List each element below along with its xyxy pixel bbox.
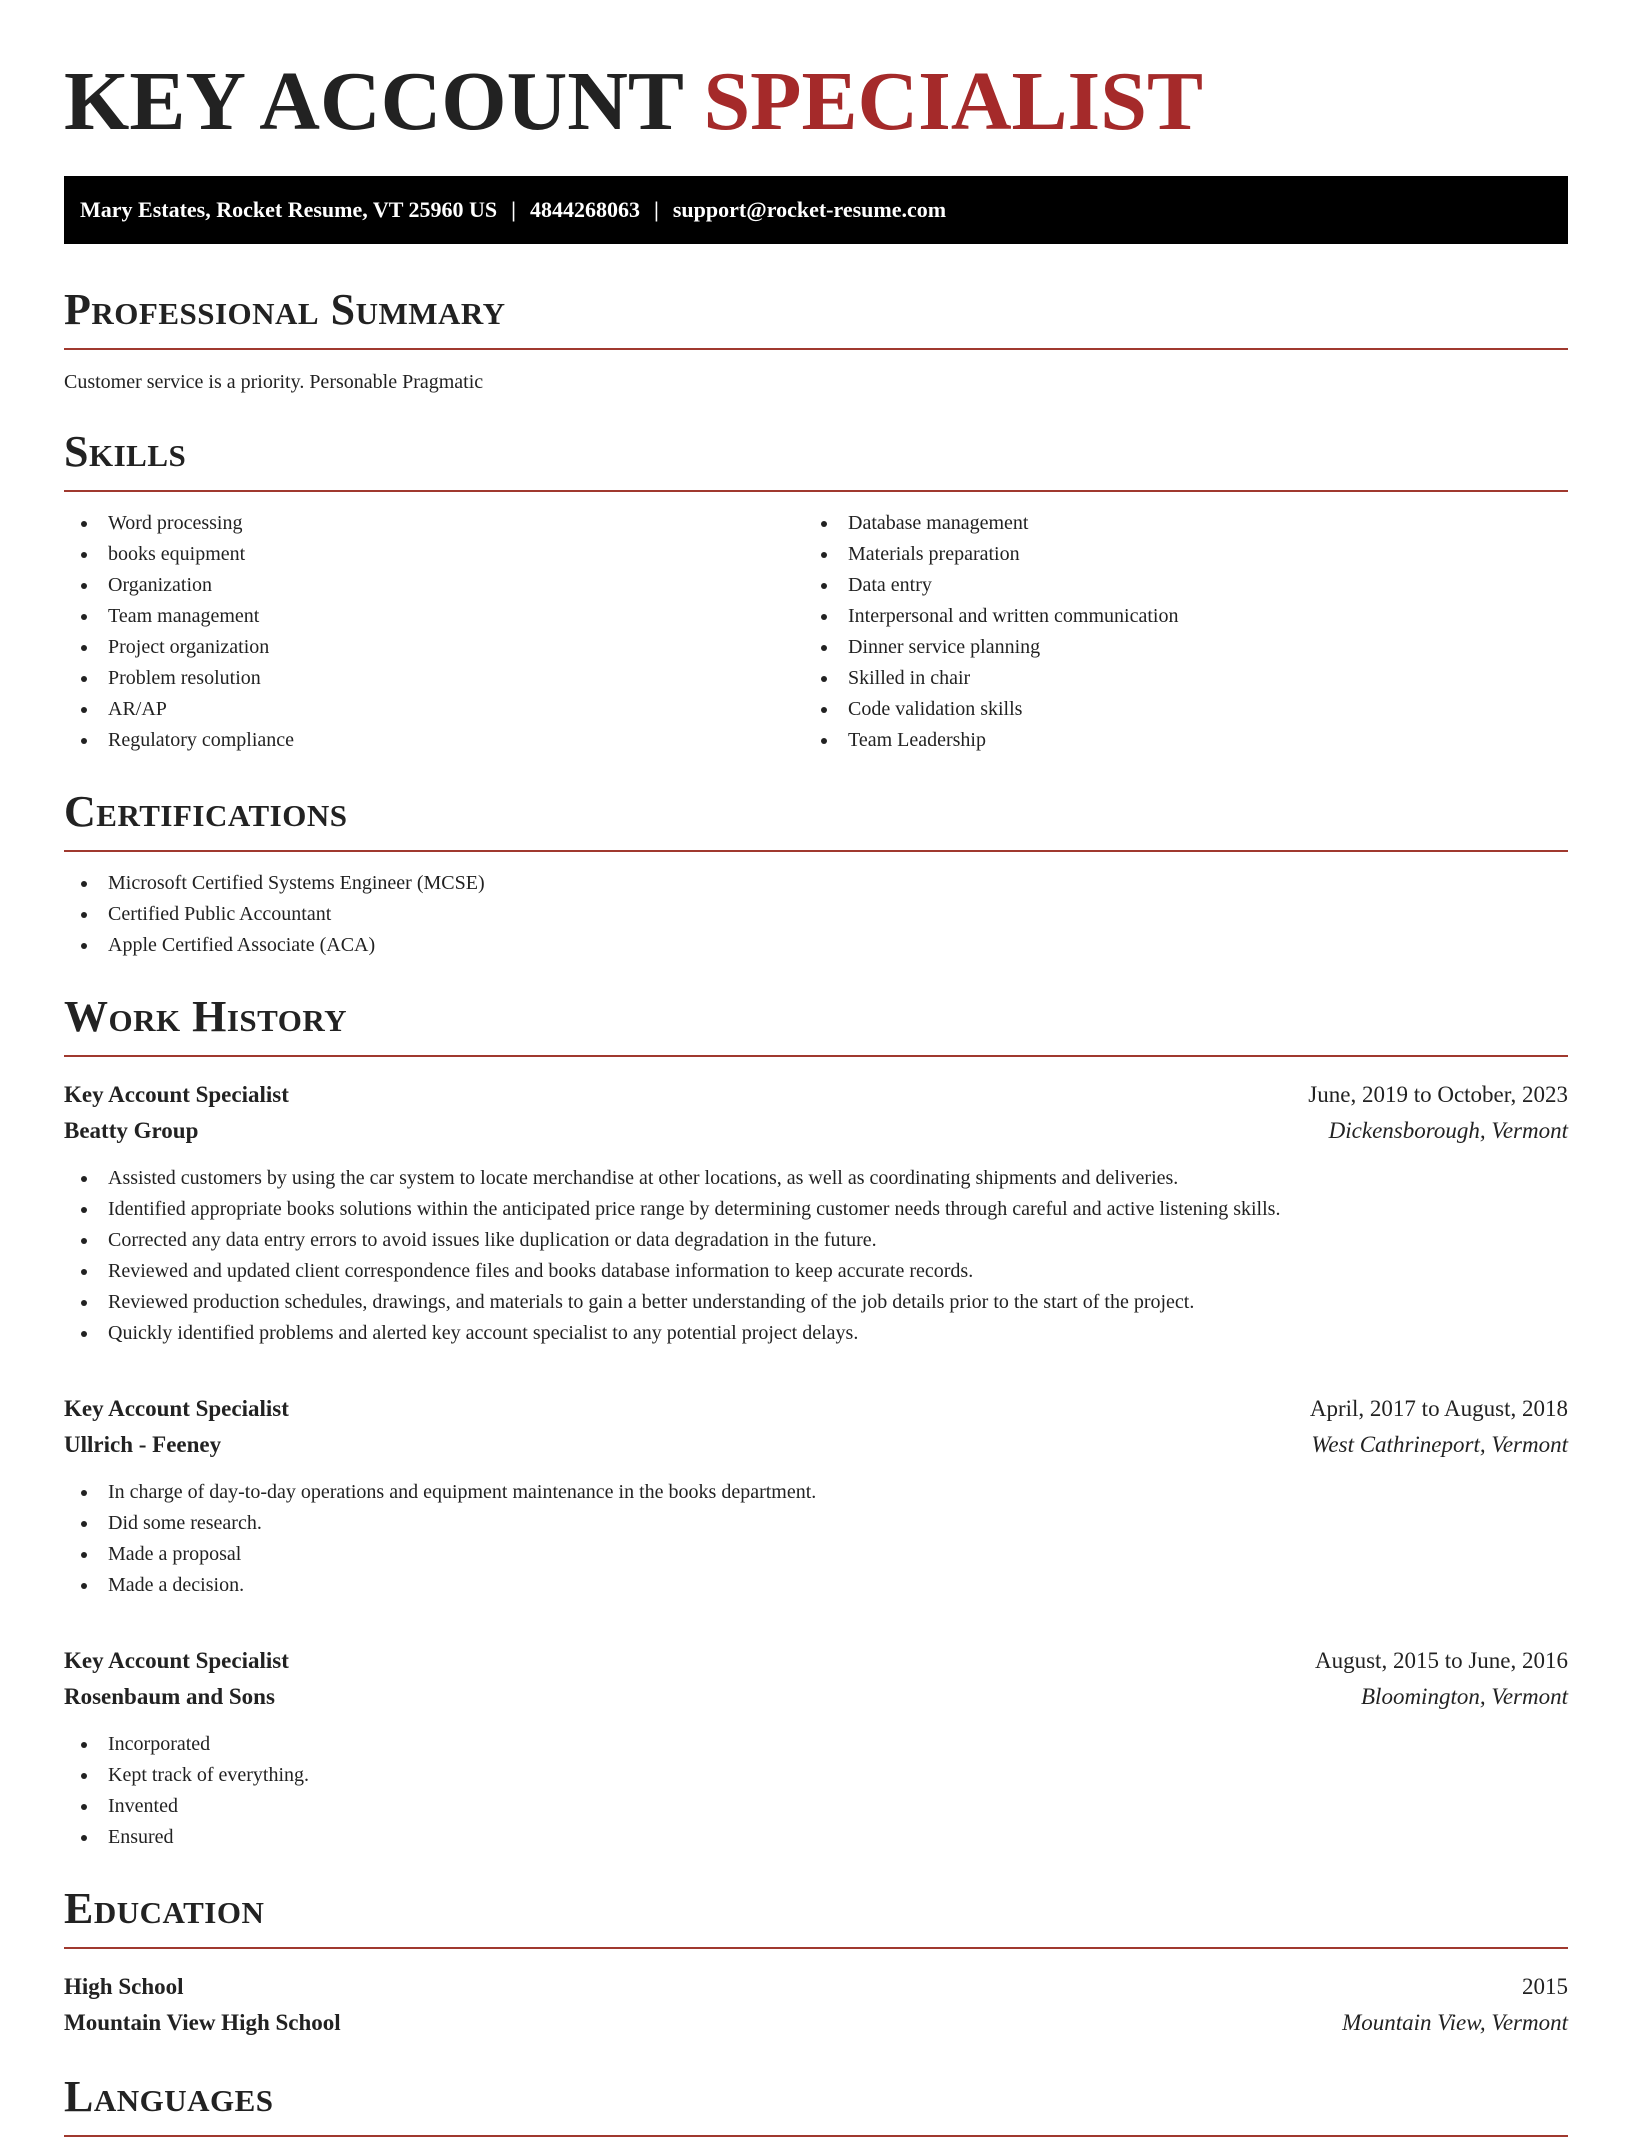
title-part-1: KEY ACCOUNT <box>64 55 683 148</box>
contact-email: support@rocket-resume.com <box>672 197 947 222</box>
job-company-row <box>64 1427 1568 1463</box>
skill-item: Materials preparation <box>804 539 1544 570</box>
job-company-row <box>64 1113 1568 1149</box>
contact-bar <box>64 176 1568 244</box>
job-bullets <box>64 1729 1568 1853</box>
job-company: Rosenbaum and Sons <box>64 1684 275 1709</box>
languages-section <box>64 2071 1568 2137</box>
job-entry <box>64 1391 1568 1601</box>
skills-heading: Skills <box>64 426 1568 492</box>
skills-list-right <box>804 508 1544 756</box>
skills-list-left <box>64 508 804 756</box>
summary-text: Customer service is a priority. Personable Pragmatic <box>64 371 484 393</box>
education-school: Mountain View High School <box>64 2010 341 2035</box>
contact-phone: 4844268063 <box>530 197 641 222</box>
job-bullet: Reviewed and updated client correspondence files and books database information to keep accurate records. <box>64 1256 1568 1287</box>
job-entry <box>64 1643 1568 1853</box>
certification-item: Certified Public Accountant <box>64 899 1568 930</box>
job-bullet: Made a proposal <box>64 1539 1568 1570</box>
job-location: Dickensborough, Vermont <box>1328 1118 1568 1143</box>
education-heading: Education <box>64 1883 1568 1949</box>
resume-title <box>64 0 1568 148</box>
education-school-row <box>64 2005 1568 2041</box>
skill-item: Team management <box>64 601 804 632</box>
job-bullets <box>64 1477 1568 1601</box>
education-location: Mountain View, Vermont <box>1342 2010 1568 2035</box>
job-title: Key Account Specialist <box>64 1648 289 1673</box>
certifications-section <box>64 786 1568 961</box>
job-bullet: Quickly identified problems and alerted key account specialist to any potential project delays. <box>64 1318 1568 1349</box>
certification-item: Microsoft Certified Systems Engineer (MCSE) <box>64 868 1568 899</box>
education-entry <box>64 1969 1568 2041</box>
contact-separator: | <box>654 197 659 222</box>
job-entry <box>64 1077 1568 1349</box>
job-dates: April, 2017 to August, 2018 <box>1309 1396 1568 1421</box>
skill-item: Interpersonal and written communication <box>804 601 1544 632</box>
job-bullet: Kept track of everything. <box>64 1760 1568 1791</box>
job-company: Beatty Group <box>64 1118 199 1143</box>
job-bullet: Made a decision. <box>64 1570 1568 1601</box>
job-bullet: In charge of day-to-day operations and equipment maintenance in the books department. <box>64 1477 1568 1508</box>
skills-section <box>64 426 1568 756</box>
job-bullet: Reviewed production schedules, drawings, and materials to gain a better understanding of the job details prior to the start of the project. <box>64 1287 1568 1318</box>
skills-columns <box>64 508 1568 756</box>
job-bullet: Invented <box>64 1791 1568 1822</box>
education-section <box>64 1883 1568 2041</box>
skill-item: Problem resolution <box>64 663 804 694</box>
job-dates: August, 2015 to June, 2016 <box>1315 1648 1568 1673</box>
job-location: West Cathrineport, Vermont <box>1311 1432 1568 1457</box>
skill-item: books equipment <box>64 539 804 570</box>
job-company: Ullrich - Feeney <box>64 1432 222 1457</box>
job-title: Key Account Specialist <box>64 1396 289 1421</box>
summary-section <box>64 284 1568 396</box>
contact-address: Mary Estates, Rocket Resume, VT 25960 US <box>80 197 498 222</box>
contact-separator: | <box>511 197 517 222</box>
certifications-heading: Certifications <box>64 786 1568 852</box>
education-degree-row <box>64 1969 1568 2005</box>
skill-item: Word processing <box>64 508 804 539</box>
languages-heading: Languages <box>64 2071 1568 2137</box>
job-bullet: Ensured <box>64 1822 1568 1853</box>
job-bullet: Assisted customers by using the car system to locate merchandise at other locations, as well as coordinating shipments and deliveries. <box>64 1163 1568 1194</box>
job-header-row <box>64 1391 1568 1427</box>
title-part-2: SPECIALIST <box>703 55 1203 148</box>
job-header-row <box>64 1077 1568 1113</box>
job-bullet: Did some research. <box>64 1508 1568 1539</box>
summary-heading: Professional Summary <box>64 284 1568 350</box>
job-dates: June, 2019 to October, 2023 <box>1308 1082 1568 1107</box>
certifications-list <box>64 868 1568 961</box>
job-bullet: Identified appropriate books solutions within the anticipated price range by determining customer needs through careful and active listening skills. <box>64 1194 1568 1225</box>
skill-item: Organization <box>64 570 804 601</box>
skill-item: Dinner service planning <box>804 632 1544 663</box>
skill-item: Regulatory compliance <box>64 725 804 756</box>
skill-item: Data entry <box>804 570 1544 601</box>
job-company-row <box>64 1679 1568 1715</box>
resume-page <box>64 0 1568 2137</box>
skill-item: Skilled in chair <box>804 663 1544 694</box>
skill-item: Project organization <box>64 632 804 663</box>
job-location: Bloomington, Vermont <box>1361 1684 1568 1709</box>
job-title: Key Account Specialist <box>64 1082 289 1107</box>
education-degree: High School <box>64 1974 184 1999</box>
work-history-section <box>64 991 1568 1853</box>
skill-item: Code validation skills <box>804 694 1544 725</box>
job-header-row <box>64 1643 1568 1679</box>
job-bullets <box>64 1163 1568 1349</box>
job-bullet: Corrected any data entry errors to avoid issues like duplication or data degradation in the future. <box>64 1225 1568 1256</box>
job-bullet: Incorporated <box>64 1729 1568 1760</box>
skill-item: Database management <box>804 508 1544 539</box>
skill-item: Team Leadership <box>804 725 1544 756</box>
work-history-heading: Work History <box>64 991 1568 1057</box>
certification-item: Apple Certified Associate (ACA) <box>64 930 1568 961</box>
skill-item: AR/AP <box>64 694 804 725</box>
education-year: 2015 <box>1522 1974 1568 1999</box>
